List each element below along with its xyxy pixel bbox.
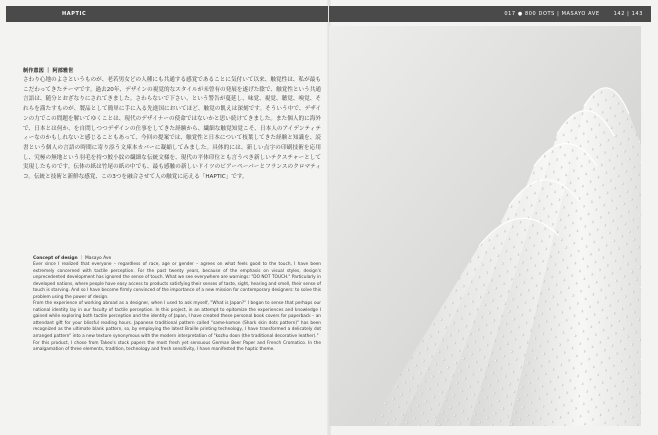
english-heading (33, 255, 111, 261)
header-bar-right (329, 6, 651, 22)
japanese-heading: 制作意図 ｜ 阿部雅世 (23, 68, 74, 74)
article-label: 017 ● 800 DOTS | MASAYO AVE (504, 11, 600, 17)
embossed-paper-photo (329, 26, 641, 426)
section-label: HAPTIC (62, 11, 87, 17)
page-numbers: 142 | 143 (613, 11, 643, 17)
japanese-body-text: さわり心地のよさというものが、老若男女どの人種にも共通する感覚であることに気付いて以来、触覚性は、私が最もこだわってきたテーマです。過去20年、デザインの視覚的なスタイルが未曾有の発展を遂げた陰で、触覚性という共通言語は、随分とおざなりにされてきました。さわらないで下さい、という警告が蔓延し、味覚、視覚、聴覚、嗅覚、それらを満たすものが、製品として簡単に手に入る先進国においてほど、触覚の飢えは深刻です。そういう中で、デザインの力でこの問題を解いてゆくことは、現代のデザイナーの使命ではないかと思い続けてきました。また個人的に海外で、日本とは何か、を自問しつつデザインの仕事をしてきた経験から、繊細な触覚知覚こそ、日本人のアイデンティティーなのかもしれないと感じることもあって、今回の提案では、触覚性と日本について枝葉してきた経験と知識を、読書という個人の言語の時間に寄り添う文庫本カバーに凝縮してみました。具体的には、新しい点字の印刷技術を応用し、究極の無地という羽毛を持つ鮫小紋の繊細な伝統文様を、現代の平体印位とも言うべき新しいテクスチャーとして実現したものです。伝体の紙は竹尾の紙の中でも、最も感触の新しいドイツのビアーペーパーとフランスのクロマティコ。伝統と技術と新鮮な感覚、この3つを融合させて人の触覚に応える「HAPTIC」です。 (23, 77, 321, 181)
paper-sheets-image (329, 26, 641, 426)
english-paragraph: From the experience of working abroad as a designer, when I used to ask myself, "What is Japan?" I began to sense that perhaps our national identity lay in our faculty of tactile perception. In this project, in an attempt to epitomize the experiences and knowledge I gained while exploring both tactile perception and the identity of Japan, I have created these personal book covers for paperback – an attendant gift for your blissful reading hours. Japanese traditional pattern called "same-komon (Shark skin dots pattern)" has been recognized as the ultimate blank pattern, so, by employing the latest Braille printing technology, I have transformed a delicately dot arranged pattern" into a new texture synonymous with the modern interpretation of "kozhu doon (the traditional decorative leather)." (33, 301, 321, 340)
header-bar-left (6, 6, 328, 22)
english-paragraph: Ever since I realized that everyone – regardless of race, age or gender – agrees on what feels good to the touch, I have been extremely concerned with tactile perception. For the past twenty years, because of the emphasis on visual styles, design's unprecedented development has ignored the sense of touch. What we see everywhere are warnings: "DO NOT TOUCH." Particularly in developed nations, where people have easy access to products satisfying their senses of taste, sight, hearing and smell, their sense of touch is starving. And so I have become firmly convinced of the importance of a new mission for contemporary designers: to solve this problem using the power of design. (33, 262, 321, 300)
english-body-text (33, 262, 321, 354)
english-heading-author: ｜ Masayo Ave (79, 256, 112, 261)
english-heading-title: Concept of design (33, 256, 78, 261)
english-paragraph: For this product, I chose from Takeo's stock papers the most fresh yet sensuous German Beer Paper and French Cromatico. In the amalgamation of three elements, tradition, technology and fresh sensitivity, I have manifested the haptic theme. (33, 340, 321, 353)
